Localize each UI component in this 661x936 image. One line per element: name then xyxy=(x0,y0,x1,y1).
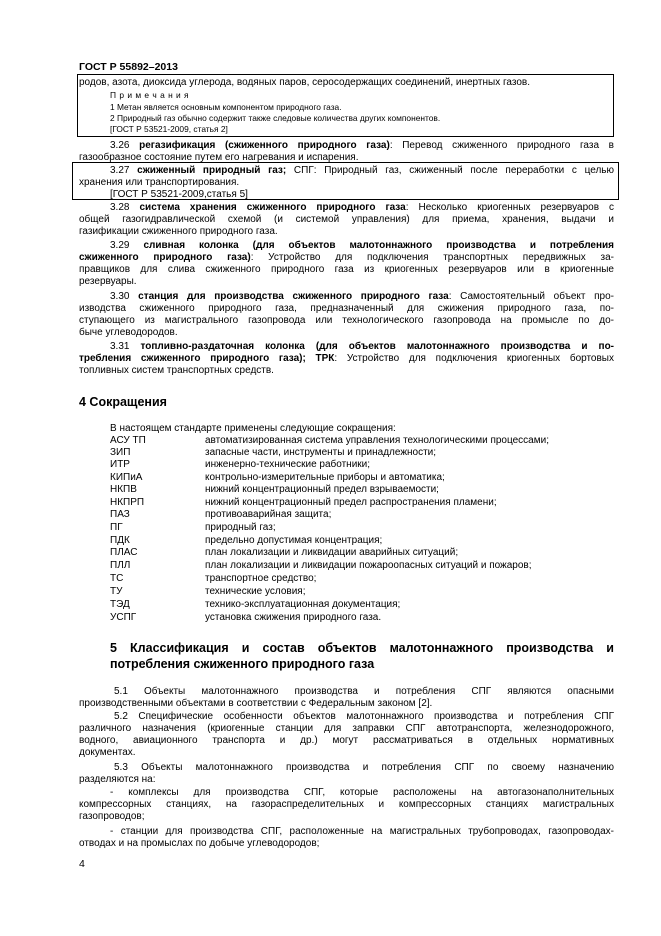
box1-line: родов, азота, диоксида углерода, водяных паров, серосодержащих соединений, инертных газов. xyxy=(79,77,530,88)
term-number: 3.31 xyxy=(110,341,130,352)
abbreviation: ТС xyxy=(110,573,124,584)
term-title-cont: требления сжиженного природного газа); ТРК xyxy=(79,353,335,364)
term-3-29 xyxy=(110,240,614,252)
term-3-30-line3: ступающего из магистрального газопровода или технологического газопровода на промысле по до- xyxy=(79,315,614,326)
term-3-30-line4: быче углеводородов. xyxy=(79,327,178,338)
abbreviation-desc: инженерно-технические работники; xyxy=(205,459,371,470)
para-5-2-line2: различного назначения (криогенные станции для заправки СПГ автотранспорта, железнодорожного, xyxy=(79,723,614,734)
term-title: регазификация (сжиженного природного газа) xyxy=(139,140,390,151)
bullet-2-line2: отводах и на промыслах по добыче углеводородов; xyxy=(79,838,320,849)
term-3-26 xyxy=(110,140,614,152)
term-3-31-line3: топливных систем транспортных средств. xyxy=(79,365,274,376)
document-header: ГОСТ Р 55892–2013 xyxy=(79,61,178,73)
term-3-27-line2: хранения или транспортирования. xyxy=(79,177,240,188)
term-3-28 xyxy=(110,202,614,214)
term-title: топливно-раздаточная колонка (для объектов малотоннажного производства и по- xyxy=(140,341,615,352)
abbreviation-desc: план локализации и ликвидации аварийных ситуаций; xyxy=(205,547,459,558)
section-5-heading-line1: 5 Классификация и состав объектов малотоннажного производства и xyxy=(110,641,614,655)
abbreviation-desc: предельно допустимая концентрация; xyxy=(205,535,383,546)
para-5-2-line1: 5.2 Специфические особенности объектов малотоннажного производства и потребления СПГ xyxy=(114,711,614,722)
term-definition: : Несколько криогенных резервуаров с xyxy=(405,202,615,213)
abbreviation: ИТР xyxy=(110,459,130,470)
page-number: 4 xyxy=(79,858,85,870)
abbreviation: АСУ ТП xyxy=(110,435,146,446)
para-5-1-line2: производственными объектами в соответствии с Федеральным законом [2]. xyxy=(79,698,433,709)
section-4-heading: 4 Сокращения xyxy=(79,395,167,409)
abbreviation: ПГ xyxy=(110,522,123,533)
term-3-31-line2 xyxy=(79,353,614,365)
abbreviation-desc: план локализации и ликвидации пожароопасных ситуаций и пожаров; xyxy=(205,560,532,571)
abbreviation: ТЭД xyxy=(110,599,130,610)
term-3-29-line3: правщиков для слива сжиженного природного газа из криогенных резервуаров или в криогенные xyxy=(79,264,614,275)
bullet-2-line1: - станции для производства СПГ, расположенные на магистральных трубопроводах, газопроводах- xyxy=(110,826,614,837)
term-definition: СПГ: Природный газ, сжиженный после переработки с целью xyxy=(293,165,614,176)
notes-title: П р и м е ч а н и я xyxy=(110,90,190,100)
term-3-31 xyxy=(110,341,614,353)
note-ref: [ГОСТ Р 53521-2009, статья 2] xyxy=(110,124,228,134)
abbreviation-desc: нижний концентрационный предел распространения пламени; xyxy=(205,497,497,508)
abbreviation-desc: установка сжижения природного газа. xyxy=(205,612,382,623)
abbreviation: ПЛАС xyxy=(110,547,138,558)
term-title: станция для производства сжиженного природного газа xyxy=(138,291,449,302)
term-number: 3.29 xyxy=(110,240,130,251)
term-3-29-line4: резервуары. xyxy=(79,276,137,287)
term-3-30-line2: изводства сжиженного природного газа, предназначенный для сжижения природного газа, по- xyxy=(79,303,614,314)
para-5-3-line1: 5.3 Объекты малотоннажного производства и потребления СПГ по своему назначению xyxy=(114,762,614,773)
abbreviation-desc: технико-эксплуатационная документация; xyxy=(205,599,401,610)
note-2: 2 Природный газ обычно содержит также следовые количества других компонентов. xyxy=(110,113,441,123)
term-title-cont: сжиженного природного газа) xyxy=(79,252,251,263)
abbreviation-desc: технические условия; xyxy=(205,586,306,597)
term-3-28-line2: общей газогидравлической схемой (и системой управления) для приема, хранения, выдачи и xyxy=(79,214,614,225)
term-definition: : Перевод сжиженного природного газа в xyxy=(389,140,614,151)
abbreviation-desc: природный газ; xyxy=(205,522,276,533)
term-3-27-ref: [ГОСТ Р 53521-2009,статья 5] xyxy=(110,189,248,200)
para-5-1-line1: 5.1 Объекты малотоннажного производства и потребления СПГ являются опасными xyxy=(114,686,614,697)
abbreviation: УСПГ xyxy=(110,612,137,623)
note-1: 1 Метан является основным компонентом природного газа. xyxy=(110,102,342,112)
abbreviation: НКПВ xyxy=(110,484,137,495)
para-5-3-line2: разделяются на: xyxy=(79,774,156,785)
term-number: 3.26 xyxy=(110,140,130,151)
abbreviation-desc: противоаварийная защита; xyxy=(205,509,332,520)
abbreviation-desc: контрольно-измерительные приборы и автоматика; xyxy=(205,472,445,483)
term-title: сливная колонка (для объектов малотоннажного производства и потребления xyxy=(143,240,615,251)
term-3-28-line3: газификации сжиженного природного газа. xyxy=(79,226,278,237)
term-definition: : Устройство для подключения транспортных передвижных за- xyxy=(250,252,614,263)
term-3-27 xyxy=(110,165,614,177)
abbreviation: ТУ xyxy=(110,586,123,597)
bullet-1-line3: газопроводов; xyxy=(79,811,145,822)
term-3-26-line2: газообразное состояние путем его нагревания и испарения. xyxy=(79,152,359,163)
abbreviation-desc: автоматизированная система управления технологическими процессами; xyxy=(205,435,549,446)
para-5-2-line3: водного, авиационного транспорта и др.) могут рассматриваться в отдельных нормативных xyxy=(79,735,614,746)
abbreviation: ЗИП xyxy=(110,447,131,458)
term-number: 3.30 xyxy=(110,291,130,302)
term-number: 3.27 xyxy=(110,165,130,176)
abbreviation: ПЛЛ xyxy=(110,560,131,571)
abbreviation-desc: запасные части, инструменты и принадлежности; xyxy=(205,447,437,458)
abbreviation: ПАЗ xyxy=(110,509,130,520)
section-5-heading-line2: потребления сжиженного природного газа xyxy=(110,657,375,671)
abbreviation: ПДК xyxy=(110,535,130,546)
term-definition: : Устройство для подключения криогенных бортовых xyxy=(334,353,614,364)
abbreviation-desc: транспортное средство; xyxy=(205,573,317,584)
para-5-2-line4: документах. xyxy=(79,747,136,758)
abbreviation: КИПиА xyxy=(110,472,143,483)
term-title: система хранения сжиженного природного газа xyxy=(139,202,406,213)
bullet-1-line1: - комплексы для производства СПГ, которые расположены на автогазонаполнительных xyxy=(110,787,614,798)
abbreviation: НКПРП xyxy=(110,497,145,508)
term-title: сжиженный природный газ; xyxy=(137,165,294,176)
bullet-1-line2: компрессорных станциях, на газораспределительных и компрессорных станциях магистральных xyxy=(79,799,614,810)
term-3-29-line2 xyxy=(79,252,614,264)
section-4-intro: В настоящем стандарте применены следующие сокращения: xyxy=(110,423,396,434)
term-number: 3.28 xyxy=(110,202,130,213)
term-3-30 xyxy=(110,291,614,303)
term-definition: : Самостоятельный объект про- xyxy=(448,291,615,302)
abbreviation-desc: нижний концентрационный предел взрываемости; xyxy=(205,484,439,495)
